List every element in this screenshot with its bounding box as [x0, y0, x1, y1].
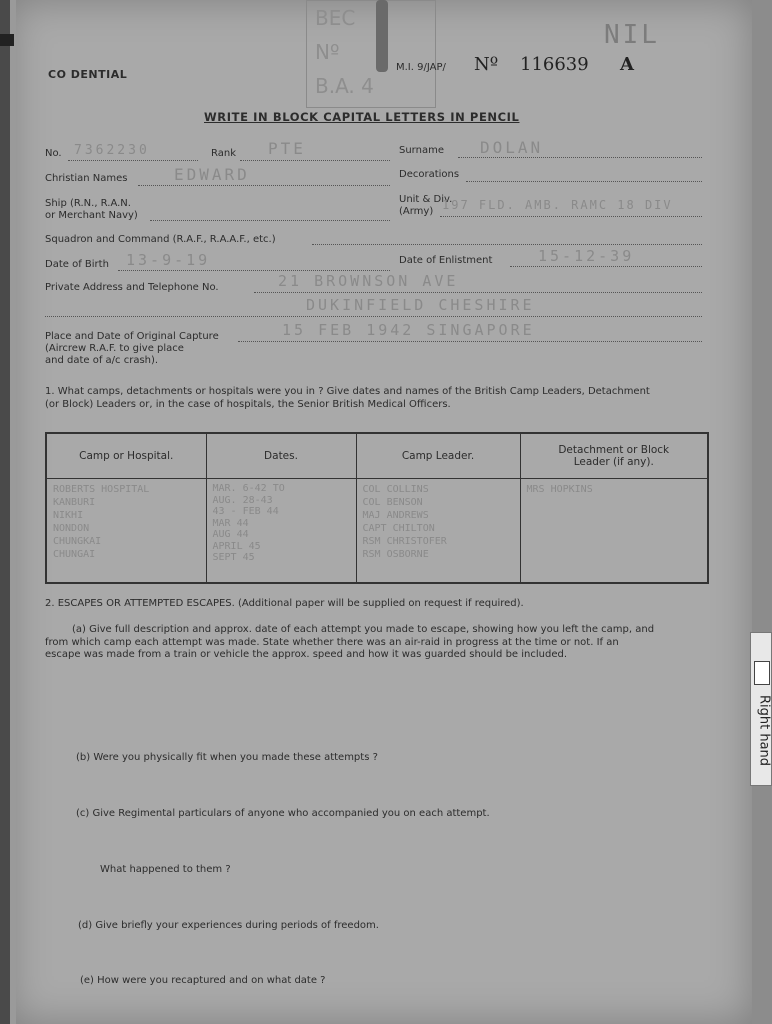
no-value: 7362230 [74, 143, 150, 158]
dob-value: 13-9-19 [126, 251, 211, 269]
address-value-1: 21 BROWNSON AVE [278, 272, 459, 290]
camp-entry: CHUNGKAI [53, 536, 102, 547]
address-label: Private Address and Telephone No. [45, 282, 219, 293]
question-2a-line-3: escape was made from a train or vehicle the approx. speed and how it was guarded should be included. [45, 649, 568, 660]
ref-no-symbol: Nº [474, 54, 499, 75]
camp-column-header: Camp or Hospital. [46, 433, 206, 479]
date-entry: AUG. 28-43 [212, 494, 273, 506]
rank-line [240, 160, 390, 161]
rank-value: PTE [268, 139, 306, 158]
enlistment-value: 15-12-39 [538, 247, 635, 265]
question-2c: (c) Give Regimental particulars of anyone who accompanied you on each attempt. [76, 808, 490, 819]
capture-label-3: and date of a/c crash). [45, 355, 159, 366]
christian-names-line [138, 185, 390, 186]
leader-entry: CAPT CHILTON [362, 523, 435, 534]
dates-cell [206, 479, 356, 584]
leader-entry: MAJ ANDREWS [362, 510, 429, 521]
table-row [46, 479, 708, 584]
right-hand-label: Right hand [756, 694, 772, 767]
binding-clip [0, 34, 14, 46]
leader-entry: RSM CHRISTOFER [362, 536, 447, 547]
stamp-line: Nº [315, 40, 340, 64]
address-line-2 [45, 316, 702, 317]
binding-string [376, 0, 388, 72]
question-1-line-1: 1. What camps, detachments or hospitals were you in ? Give dates and names of the British Camp Leaders, Detachment [45, 386, 650, 397]
question-2e: (e) How were you recaptured and on what date ? [80, 975, 326, 986]
table-header-row [46, 433, 708, 479]
decorations-label: Decorations [399, 169, 460, 180]
rank-label: Rank [211, 148, 236, 159]
question-2d: (d) Give briefly your experiences during periods of freedom. [78, 920, 379, 931]
christian-names-label: Christian Names [45, 173, 128, 184]
ref-suffix: A [620, 54, 634, 75]
surname-value: DOLAN [480, 138, 544, 157]
question-2-heading: 2. ESCAPES OR ATTEMPTED ESCAPES. (Additional paper will be supplied on request if required). [45, 598, 524, 609]
ship-label-2: or Merchant Navy) [45, 210, 138, 221]
enlistment-line [510, 266, 702, 267]
question-2a-line-1: (a) Give full description and approx. date of each attempt you made to escape, showing how you left the camp, and [72, 624, 655, 635]
dob-label: Date of Birth [45, 259, 109, 270]
capture-label-1: Place and Date of Original Capture [45, 331, 219, 342]
surname-label: Surname [399, 145, 444, 156]
leaders-cell [356, 479, 520, 584]
page-edge [10, 0, 16, 1024]
ref-number: 116639 [520, 54, 589, 75]
date-entry: 43 - FEB 44 [212, 506, 279, 517]
question-2b: (b) Were you physically fit when you made these attempts ? [76, 752, 378, 763]
camp-entry: ROBERTS HOSPITAL [53, 484, 150, 495]
date-entry: MAR 44 [212, 517, 249, 529]
confidential-marking: CO DENTIAL [48, 68, 128, 81]
squadron-label: Squadron and Command (R.A.F., R.A.A.F., etc.) [45, 234, 276, 245]
date-entry: AUG 44 [212, 529, 249, 540]
leader-entry: COL COLLINS [362, 484, 429, 495]
camps-cell [46, 479, 206, 584]
unit-label-1: Unit & Div. [399, 194, 453, 205]
tab-checkbox[interactable] [754, 661, 770, 685]
detachment-entry: MRS HOPKINS [526, 484, 593, 495]
question-2c-followup: What happened to them ? [100, 864, 231, 875]
stamp-line: BEC [315, 6, 356, 30]
dob-line [118, 270, 390, 271]
stamp-line: B.A. 4 [315, 74, 374, 98]
unit-line [440, 216, 702, 217]
date-entry: SEPT 45 [212, 552, 255, 563]
enlistment-label: Date of Enlistment [399, 255, 493, 266]
handwritten-nil: NIL [604, 20, 660, 50]
squadron-line [312, 244, 702, 245]
question-1-line-2: (or Block) Leaders or, in the case of hospitals, the Senior British Medical Officers. [45, 399, 451, 410]
camp-entry: NONDON [53, 523, 90, 534]
received-stamp [306, 0, 436, 108]
no-label: No. [45, 148, 62, 159]
unit-label-2: (Army) [399, 206, 434, 217]
camps-table [45, 432, 709, 584]
unit-value: 197 FLD. AMB. RAMC 18 DIV [442, 198, 673, 212]
ship-label-1: Ship (R.N., R.A.N. [45, 198, 131, 209]
detachment-cell [520, 479, 708, 584]
address-value-2: DUKINFIELD CHESHIRE [306, 296, 535, 314]
leader-entry: RSM OSBORNE [362, 549, 429, 560]
date-entry: APRIL 45 [212, 540, 261, 552]
right-hand-tab[interactable] [750, 632, 772, 786]
camp-leader-column-header: Camp Leader. [356, 433, 520, 479]
detachment-column-header: Detachment or Block Leader (if any). [520, 433, 708, 479]
capture-value: 15 FEB 1942 SINGAPORE [282, 321, 535, 339]
instruction-heading: WRITE IN BLOCK CAPITAL LETTERS IN PENCIL [204, 110, 520, 124]
dates-column-header: Dates. [206, 433, 356, 479]
no-line [68, 160, 198, 161]
camp-entry: CHUNGAI [53, 549, 96, 560]
christian-names-value: EDWARD [174, 165, 250, 184]
question-2a-line-2: from which camp each attempt was made. State whether there was an air-raid in progress at the time or not. If an [45, 637, 619, 648]
camp-entry: NIKHI [53, 510, 84, 521]
camp-entry: KANBURI [53, 497, 96, 508]
capture-label-2: (Aircrew R.A.F. to give place [45, 343, 184, 354]
date-entry: MAR. 6-42 TO [212, 483, 285, 494]
decorations-line [466, 181, 702, 182]
surname-line [458, 157, 702, 158]
ship-line [150, 220, 390, 221]
leader-entry: COL BENSON [362, 497, 423, 508]
ref-prefix: M.I. 9/JAP/ [396, 62, 446, 73]
capture-line [238, 341, 702, 342]
address-line-1 [254, 292, 702, 293]
